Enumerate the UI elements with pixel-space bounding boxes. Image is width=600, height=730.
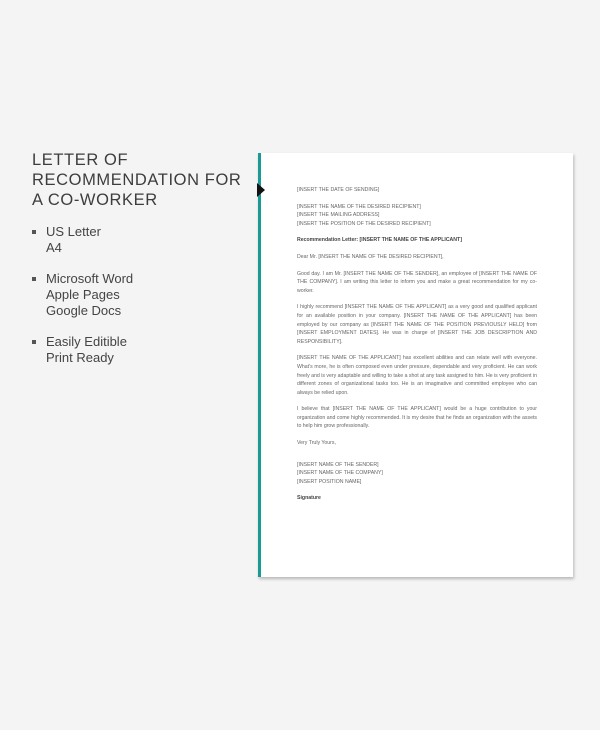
bullet-icon (32, 230, 36, 234)
subject-line: Recommendation Letter: [INSERT THE NAME OF THE APPLICANT] (297, 237, 462, 244)
features-list (32, 334, 242, 366)
recipient-line: [INSERT THE NAME OF THE DESIRED RECIPIENT] (297, 203, 421, 210)
recipient-block (297, 203, 537, 229)
title-line: RECOMMENDATION FOR (32, 171, 242, 189)
sender-line: [INSERT NAME OF THE SENDER] (297, 461, 379, 468)
paragraph: [INSERT THE NAME OF THE APPLICANT] has excellent abilities and can relate well with everyone. What's more, he is often composed even under pressure, dependable and very proficient. He can work freely and is very adaptable and willing to take a shot at any task assigned to him. He is very proficient in different zones of organizational tasks too. He is an imaginative and committed employee who can always be relied upon. (297, 355, 537, 396)
sender-line: [INSERT NAME OF THE COMPANY] (297, 470, 383, 477)
paragraph: I highly recommend [INSERT THE NAME OF THE APPLICANT] as a very good and qualified applicant for an available position in your company. [INSERT THE NAME OF THE APPLICANT] has been employed by our company as [INSERT THE NAME OF THE POSITION PREVIOUSLY HELD] from [INSERT EMPLOYMENT DATES]. He was in charge of [INSERT THE JOB DESCRIPTION AND RESPONSIBILITY]. (297, 304, 537, 345)
product-info-panel (32, 150, 242, 381)
pointer-arrow-icon (257, 183, 265, 197)
product-title (32, 150, 242, 210)
recipient-line: [INSERT THE POSITION OF THE DESIRED RECIPIENT] (297, 220, 431, 227)
feature-item: Apple Pages (46, 287, 120, 302)
date-line: [INSERT THE DATE OF SENDING] (297, 187, 380, 193)
feature-item: Easily Editible (46, 334, 127, 349)
title-line: A CO-WORKER (32, 191, 158, 209)
feature-item: Microsoft Word (46, 271, 134, 286)
paragraph: Good day. I am Mr. [INSERT THE NAME OF THE SENDER], an employee of [INSERT THE NAME OF THE COMPANY]. I am writing this letter to inform you and make a great recommendation for my co-worker. (297, 270, 537, 294)
signature: Signature (297, 495, 321, 502)
title-line: LETTER OF (32, 151, 129, 169)
format-sizes-list (32, 224, 242, 256)
feature-item: A4 (46, 240, 62, 255)
compatible-apps-list (32, 271, 242, 319)
bullet-icon (32, 277, 36, 281)
feature-item: Google Docs (46, 303, 122, 318)
document-preview (258, 153, 573, 577)
paragraph: I believe that [INSERT THE NAME OF THE APPLICANT] would be a huge contribution to your organization and come highly recommended. It is my desire that he finds an organization with the assets to help him grow professionally. (297, 406, 537, 430)
letter-body (297, 186, 537, 511)
sender-line: [INSERT POSITION NAME] (297, 478, 362, 485)
feature-item: Print Ready (46, 350, 114, 365)
recipient-line: [INSERT THE MAILING ADDRESS] (297, 212, 380, 219)
closing: Very Truly Yours, (297, 440, 336, 447)
bullet-icon (32, 340, 36, 344)
salutation: Dear Mr. [INSERT THE NAME OF THE DESIRED RECIPIENT], (297, 253, 444, 260)
sender-block (297, 461, 537, 487)
feature-item: US Letter (46, 224, 101, 239)
